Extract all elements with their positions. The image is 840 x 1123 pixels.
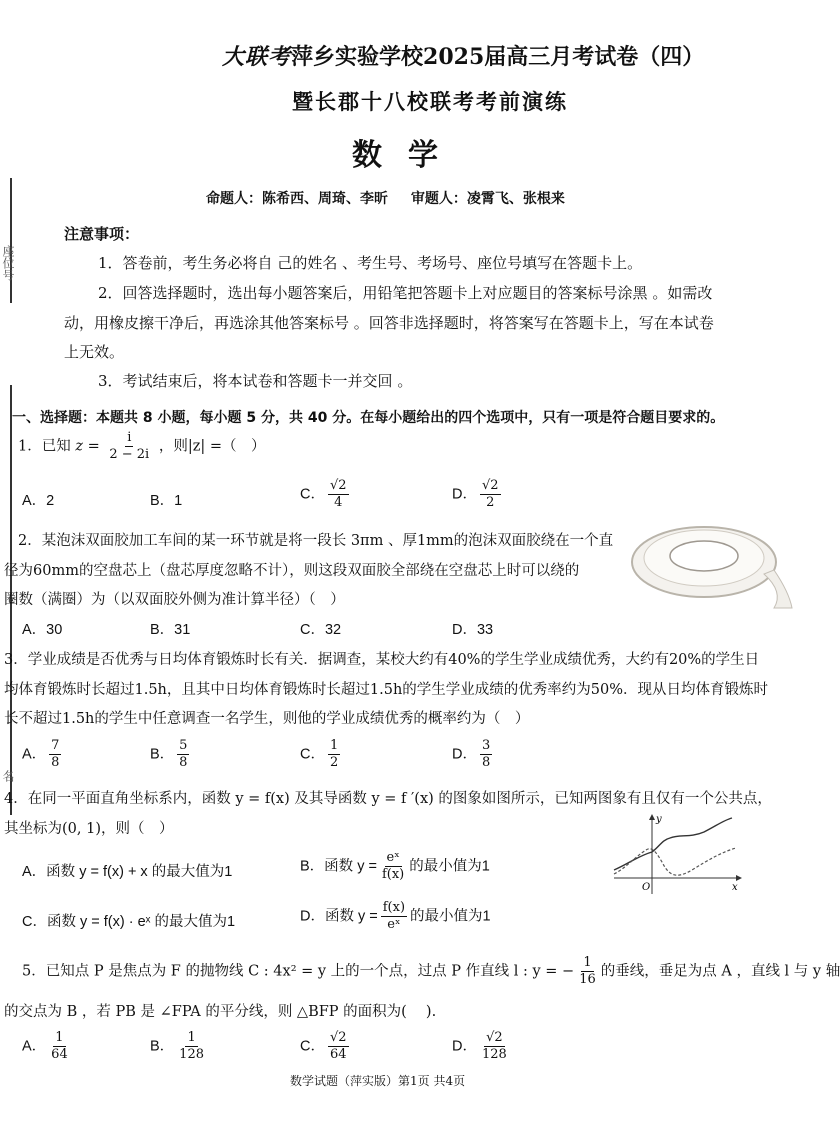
exam-title: [222, 40, 704, 71]
note-1: 1．答卷前，考生务必将自 己的姓名 、考生号、考场号、座位号填写在答题卡上。: [98, 254, 643, 272]
note-3: 3．考试结束后，将本试卷和答题卡一并交回 。: [98, 372, 413, 390]
question-3-line2: 均体育锻炼时长超过1.5h，且其中日均体育锻炼时长超过1.5h的学生学业成绩的优秀率约为50%．现从日均体育锻炼时: [4, 682, 769, 698]
q3-option-c: C． $\frac{1}{2}$: [300, 738, 339, 770]
seat-label: 座位号: [1, 245, 15, 281]
graph-y-label: y: [656, 814, 662, 825]
q3-option-a: A． $\frac{7}{8}$: [22, 738, 60, 770]
question-3-line1: 3．学业成绩是否优秀与日均体育锻炼时长有关．据调查，某校大约有40%的学生学业成绩优秀，大约有20%的学生日: [4, 652, 760, 668]
question-1: 1．已知 z = $\frac{i}{2 - 2i}$ ，则|z| =（ ）: [18, 430, 266, 462]
section-heading: 一、选择题：本题共 8 小题，每小题 5 分，共 40 分。在每小题给出的四个选项中，只有一项是符合题目要求的。: [12, 410, 725, 426]
q5-option-a: A． $\frac{1}{64}$: [22, 1030, 68, 1062]
q1-fraction: $\frac{i}{2 - 2i}$: [109, 430, 150, 462]
q1-option-a: A．2: [22, 493, 55, 509]
q4-option-a: A．函数 y = f(x) + x 的最大值为1: [22, 864, 233, 880]
q3-option-d: D． $\frac{3}{8}$: [452, 738, 491, 770]
name-label: 名: [1, 770, 15, 782]
q2-option-d: D．33: [452, 622, 494, 638]
q4-option-d: D．函数 y = $\frac{f(x)}{\text{eˣ}}$ 的最小值为1: [300, 900, 491, 932]
note-2-line3: 上无效。: [64, 343, 125, 361]
binding-line-top: [10, 178, 12, 303]
q2-option-c: C．32: [300, 622, 342, 638]
notes-heading: 注意事项：: [64, 225, 140, 243]
question-4-line1: 4．在同一平面直角坐标系内，函数 y = f(x) 及其导函数 y = f ′(x) 的图象如图所示，已知两图象有且仅有一个公共点，: [4, 791, 772, 807]
note-2-line1: 2．回答选择题时，选出每小题答案后，用铅笔把答题卡上对应题目的答案标号涂黑 。如需改: [98, 284, 713, 302]
q1-option-c: C． $\frac{√2}{4}$: [300, 478, 347, 510]
question-2-line2: 径为60mm的空盘芯上（盘芯厚度忽略不计），则这段双面胶全部绕在空盘芯上时可以绕的: [4, 563, 580, 579]
exam-brand: 大联考: [222, 44, 292, 70]
page-footer: 数学试题（萍实版）第1页 共4页: [290, 1074, 466, 1088]
q1-option-d: D． $\frac{√2}{2}$: [452, 478, 499, 510]
q1-option-b: B．1: [150, 493, 183, 509]
q3-option-b: B． $\frac{5}{8}$: [150, 738, 188, 770]
q5-option-c: C． $\frac{√2}{64}$: [300, 1030, 347, 1062]
q4-option-c: C．函数 y = f(x) · eˣ 的最大值为1: [22, 914, 236, 930]
question-2-line3: 圈数（满圈）为（以双面胶外侧为准计算半径）（ ）: [4, 592, 345, 608]
question-2-line1: 2．某泡沫双面胶加工车间的某一环节就是将一段长 3πm 、厚1mm的泡沫双面胶绕在一个直: [18, 533, 614, 549]
question-5-line1: 5．已知点 P 是焦点为 F 的抛物线 C : 4x² = y 上的一个点，过点 P 作直线 l : y = − $\frac{1}{16}$ 的垂线，垂足为点 A ，直线 l 与 y 轴: [22, 955, 840, 987]
question-3-line3: 长不超过1.5h的学生中任意调查一名学生，则他的学业成绩优秀的概率约为（ ）: [4, 711, 530, 727]
subject-title: 数学: [352, 138, 464, 173]
note-2-line2: 动，用橡皮擦干净后，再选涂其他答案标号 。回答非选择题时，将答案写在答题卡上，写在本试卷: [64, 314, 714, 332]
q2-option-a: A．30: [22, 622, 63, 638]
graph-x-label: x: [732, 882, 738, 893]
graph-origin-label: O: [642, 882, 651, 893]
function-graph: [608, 812, 744, 896]
question-4-line2: 其坐标为(0, 1)，则（ ）: [4, 821, 174, 837]
q2-option-b: B．31: [150, 622, 191, 638]
q5-option-b: B． $\frac{1}{128}$: [150, 1030, 204, 1062]
q5-option-d: D． $\frac{√2}{128}$: [452, 1030, 507, 1062]
exam-title-text: 萍乡实验学校2025届高三月考试卷（四）: [291, 44, 705, 70]
exam-subtitle: 暨长郡十八校联考考前演练: [292, 89, 568, 114]
authors-line: 命题人：陈希西、周琦、李昕 审题人：凌霄飞、张根来: [206, 191, 565, 207]
q4-option-b: B．函数 y = $\frac{\text{eˣ}}{f(x)}$ 的最小值为1: [300, 850, 490, 882]
tape-roll-image: [624, 512, 794, 612]
question-5-line2: 的交点为 B ，若 PB 是 ∠FPA 的平分线，则 △BFP 的面积为( ).: [4, 1004, 437, 1020]
